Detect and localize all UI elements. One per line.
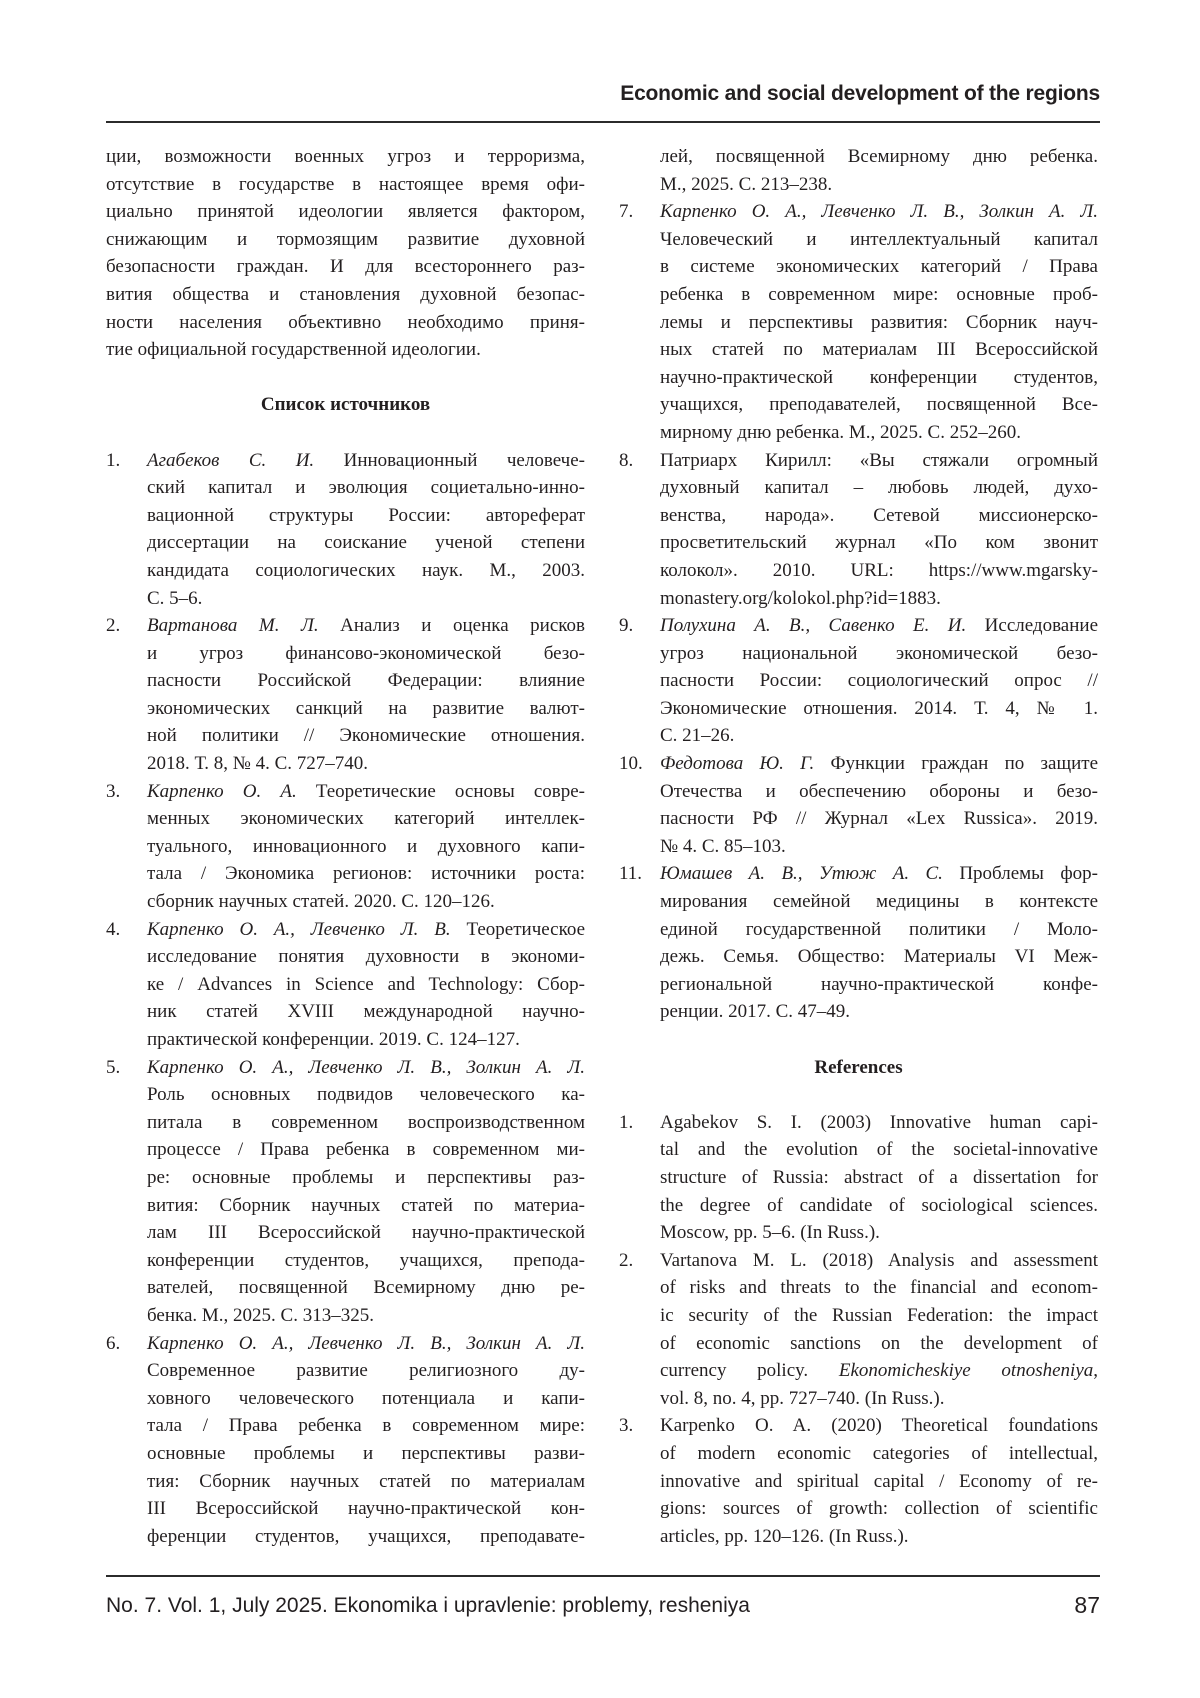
line-text: Экономические отношения. 2014. Т. 4, № 1. xyxy=(660,698,1098,719)
line-text: пасности Российской Федерации: влияние xyxy=(147,670,585,691)
entry-number: 10. xyxy=(619,750,643,778)
text-line xyxy=(660,253,1098,281)
line-text: ференции студентов, учащихся, преподавате- xyxy=(147,1526,585,1547)
reference-entry xyxy=(619,1109,1098,1247)
text-line xyxy=(660,309,1098,337)
line-text: the degree of candidate of sociological sciences. xyxy=(660,1195,1098,1216)
line-text: ренции. 2017. С. 47–49. xyxy=(660,1001,850,1022)
text-line xyxy=(147,1192,585,1220)
text-line xyxy=(147,1468,585,1496)
line-text: учащихся, преподавателей, посвященной Все- xyxy=(660,394,1098,415)
line-text: ции, возможности военных угроз и терроризма, xyxy=(106,146,585,167)
line-text: of economic sanctions on the development of xyxy=(660,1333,1098,1354)
entry-number: 3. xyxy=(619,1412,633,1440)
text-line xyxy=(147,1357,585,1385)
text-line xyxy=(147,722,585,750)
entry-number: 1. xyxy=(106,447,120,475)
line-text: Исследование xyxy=(985,615,1098,636)
text-line xyxy=(660,1136,1098,1164)
text-line xyxy=(660,447,1098,475)
line-text: С. 21–26. xyxy=(660,725,734,746)
text-line xyxy=(106,309,585,337)
line-text: tal and the evolution of the societal-innovative xyxy=(660,1139,1098,1160)
header-rule xyxy=(106,121,1100,123)
text-line xyxy=(147,1385,585,1413)
text-line xyxy=(660,1109,1098,1137)
line-text: колокол». 2010. URL: https://www.mgarsky- xyxy=(660,560,1098,581)
line-text: Современное развитие религиозного ду- xyxy=(147,1360,585,1381)
spacer xyxy=(619,1081,1098,1109)
text-line xyxy=(147,1523,585,1551)
line-text: питала в современном воспроизводственном xyxy=(147,1112,585,1133)
text-line xyxy=(147,860,585,888)
text-line xyxy=(660,805,1098,833)
text-line xyxy=(147,1081,585,1109)
line-text: и угроз финансово-экономической безо- xyxy=(147,643,585,664)
line-text: ic security of the Russian Federation: the impact xyxy=(660,1305,1098,1326)
page-number: 87 xyxy=(1074,1592,1100,1619)
text-line xyxy=(660,1330,1098,1358)
text-line xyxy=(660,640,1098,668)
text-line xyxy=(660,1302,1098,1330)
left-column xyxy=(106,143,585,1550)
text-line xyxy=(147,1412,585,1440)
line-text: венства, народа». Сетевой миссионерско- xyxy=(660,505,1098,526)
text-line xyxy=(660,1192,1098,1220)
text-line xyxy=(660,1412,1098,1440)
entry-number: 5. xyxy=(106,1054,120,1082)
text-line xyxy=(147,1026,585,1054)
sources-heading: Список источников xyxy=(106,391,585,419)
text-line xyxy=(106,336,585,364)
text-line xyxy=(660,281,1098,309)
line-text: вития: Сборник научных статей по материа- xyxy=(147,1195,585,1216)
line-text: ности населения объективно необходимо приня- xyxy=(106,312,585,333)
text-line xyxy=(660,1385,1098,1413)
text-line xyxy=(147,1302,585,1330)
text-line xyxy=(147,447,585,475)
line-text: ховного человеческого потенциала и капи- xyxy=(147,1388,585,1409)
spacer xyxy=(106,419,585,447)
line-text: безопасности граждан. И для всестороннего раз- xyxy=(106,256,585,277)
source-entry xyxy=(619,860,1098,1026)
line-text: пасности России: социологический опрос // xyxy=(660,670,1098,691)
text-line xyxy=(660,695,1098,723)
line-text: Vartanova M. L. (2018) Analysis and assessment xyxy=(660,1250,1098,1271)
text-line xyxy=(660,1274,1098,1302)
text-line xyxy=(147,557,585,585)
line-text: практической конференции. 2019. С. 124–127. xyxy=(147,1029,520,1050)
text-line xyxy=(660,391,1098,419)
line-text: Отечества и обеспечению обороны и безо- xyxy=(660,781,1098,802)
text-line xyxy=(660,1357,1098,1385)
text-line xyxy=(147,612,585,640)
source-entry xyxy=(106,778,585,916)
text-line xyxy=(106,143,585,171)
line-text: туального, инновационного и духовного капи- xyxy=(147,836,585,857)
text-line xyxy=(106,198,585,226)
text-line xyxy=(147,833,585,861)
text-line xyxy=(660,529,1098,557)
source-entry xyxy=(619,750,1098,860)
reference-entry xyxy=(619,1247,1098,1413)
line-text: тия: Сборник научных статей по материалам xyxy=(147,1471,585,1492)
text-line xyxy=(147,1109,585,1137)
line-text: в системе экономических категорий / Права xyxy=(660,256,1098,277)
text-line xyxy=(660,364,1098,392)
line-text: structure of Russia: abstract of a dissertation for xyxy=(660,1167,1098,1188)
line-text: gions: sources of growth: collection of scientific xyxy=(660,1498,1098,1519)
text-line xyxy=(660,750,1098,778)
line-text: vol. 8, no. 4, pp. 727–740. (In Russ.). xyxy=(660,1388,944,1409)
text-line xyxy=(147,667,585,695)
line-text: дежь. Семья. Общество: Материалы VI Меж- xyxy=(660,946,1098,967)
entry-number: 8. xyxy=(619,447,633,475)
footer-citation: No. 7. Vol. 1, July 2025. Ekonomika i upravlenie: problemy, resheniya xyxy=(106,1594,750,1618)
text-segment: currency policy. xyxy=(660,1360,839,1381)
text-line xyxy=(147,971,585,999)
reference-entry xyxy=(619,1412,1098,1550)
entry-number: 11. xyxy=(619,860,642,888)
text-line xyxy=(147,888,585,916)
line-text: конференции студентов, учащихся, препода- xyxy=(147,1250,585,1271)
line-text: просветительский журнал «По ком звонит xyxy=(660,532,1098,553)
spacer xyxy=(106,364,585,392)
text-line xyxy=(660,943,1098,971)
line-text: лемы и перспективы развития: Сборник науч- xyxy=(660,312,1098,333)
line-text: Человеческий и интеллектуальный капитал xyxy=(660,229,1098,250)
entry-number: 2. xyxy=(619,1247,633,1275)
line-text: III Всероссийской научно-практической кон- xyxy=(147,1498,585,1519)
text-line xyxy=(660,226,1098,254)
line-text: циально принятой идеологии является фактором, xyxy=(106,201,585,222)
text-line xyxy=(660,143,1098,171)
line-text: Теоретические основы совре- xyxy=(316,781,585,802)
entry-author: Федотова Ю. Г. xyxy=(660,753,814,774)
text-line xyxy=(147,474,585,502)
line-text: вационной структуры России: автореферат xyxy=(147,505,585,526)
text-line xyxy=(660,667,1098,695)
line-text: Функции граждан по защите xyxy=(831,753,1099,774)
line-text: сборник научных статей. 2020. С. 120–126. xyxy=(147,891,495,912)
text-line xyxy=(660,971,1098,999)
line-text: менных экономических категорий интеллек- xyxy=(147,808,585,829)
line-text: тала / Экономика регионов: источники роста: xyxy=(147,863,585,884)
entry-number: 6. xyxy=(106,1330,120,1358)
line-text: innovative and spiritual capital / Economy of re- xyxy=(660,1471,1098,1492)
text-line xyxy=(660,419,1098,447)
text-line xyxy=(660,888,1098,916)
text-line xyxy=(147,998,585,1026)
line-text: тие официальной государственной идеологии. xyxy=(106,339,481,360)
text-line xyxy=(660,1440,1098,1468)
text-line xyxy=(660,1164,1098,1192)
line-text: вития общества и становления духовной безопас- xyxy=(106,284,585,305)
entry-number: 3. xyxy=(106,778,120,806)
line-text: ский капитал и эволюция социетально-инно- xyxy=(147,477,585,498)
line-text: единой государственной политики / Моло- xyxy=(660,919,1098,940)
text-line xyxy=(106,171,585,199)
line-text: Инновационный человече- xyxy=(344,450,585,471)
text-line xyxy=(660,1495,1098,1523)
text-line xyxy=(660,1523,1098,1551)
text-line xyxy=(147,529,585,557)
spacer xyxy=(619,1026,1098,1054)
text-line xyxy=(660,336,1098,364)
line-text: ре: основные проблемы и перспективы раз- xyxy=(147,1167,585,1188)
line-text: of modern economic categories of intellectual, xyxy=(660,1443,1098,1464)
text-line xyxy=(147,695,585,723)
text-segment: Ekonomicheskiye otnosheniya xyxy=(839,1360,1093,1381)
line-text: monastery.org/kolokol.php?id=1883. xyxy=(660,588,941,609)
line-text: основные проблемы и перспективы разви- xyxy=(147,1443,585,1464)
right-column xyxy=(619,143,1098,1550)
text-line xyxy=(147,1495,585,1523)
entry-number: 1. xyxy=(619,1109,633,1137)
line-text: региональной научно-практической конфе- xyxy=(660,974,1098,995)
line-text: Moscow, pp. 5–6. (In Russ.). xyxy=(660,1222,880,1243)
text-line xyxy=(660,585,1098,613)
line-text: ребенка в современном мире: основные проб- xyxy=(660,284,1098,305)
line-text: вателей, посвященной Всемирному дню ре- xyxy=(147,1277,585,1298)
entry-number: 7. xyxy=(619,198,633,226)
text-line xyxy=(147,778,585,806)
text-line xyxy=(147,1219,585,1247)
references-heading: References xyxy=(619,1054,1098,1082)
entry-number: 4. xyxy=(106,916,120,944)
line-text: бенка. М., 2025. С. 313–325. xyxy=(147,1305,374,1326)
text-line xyxy=(147,1440,585,1468)
line-text: Роль основных подвидов человеческого ка- xyxy=(147,1084,585,1105)
text-line xyxy=(106,281,585,309)
text-line xyxy=(660,502,1098,530)
line-text: articles, pp. 120–126. (In Russ.). xyxy=(660,1526,909,1547)
line-text: экономических санкций на развитие валют- xyxy=(147,698,585,719)
source-entry xyxy=(106,612,585,778)
entry-author: Юмашев А. В., Утюж А. С. xyxy=(660,863,943,884)
source-entry xyxy=(619,612,1098,750)
line-text: мирования семейной медицины в контексте xyxy=(660,891,1098,912)
text-line xyxy=(660,860,1098,888)
entry-author: Карпенко О. А., Левченко Л. В., Золкин А. Л. xyxy=(147,1333,585,1354)
line-text: ных статей по материалам III Всероссийской xyxy=(660,339,1098,360)
text-line xyxy=(147,1330,585,1358)
line-text: диссертации на соискание ученой степени xyxy=(147,532,585,553)
text-line xyxy=(147,640,585,668)
entry-author: Полухина А. В., Савенко Е. И. xyxy=(660,615,966,636)
text-line xyxy=(147,750,585,778)
line-text: мирному дню ребенка. М., 2025. С. 252–260. xyxy=(660,422,1021,443)
line-text: Agabekov S. I. (2003) Innovative human capi- xyxy=(660,1112,1098,1133)
line-text: отсутствие в государстве в настоящее время офи- xyxy=(106,174,585,195)
entry-number: 9. xyxy=(619,612,633,640)
text-line xyxy=(660,474,1098,502)
line-text: Патриарх Кирилл: «Вы стяжали огромный xyxy=(660,450,1098,471)
line-text: исследование понятия духовности в экономи- xyxy=(147,946,585,967)
text-line xyxy=(147,585,585,613)
text-line xyxy=(660,1219,1098,1247)
line-text: кандидата социологических наук. М., 2003. xyxy=(147,560,585,581)
source-entry xyxy=(619,447,1098,613)
source-entry xyxy=(106,1330,585,1551)
text-line xyxy=(147,1136,585,1164)
text-line xyxy=(660,171,1098,199)
line-text: пасности РФ // Журнал «Lex Russica». 2019. xyxy=(660,808,1098,829)
text-line xyxy=(147,502,585,530)
text-line xyxy=(106,253,585,281)
text-line xyxy=(147,1054,585,1082)
line-text: лам III Всероссийской научно-практической xyxy=(147,1222,585,1243)
entry-number: 2. xyxy=(106,612,120,640)
line-text: 2018. Т. 8, № 4. С. 727–740. xyxy=(147,753,368,774)
line-text: М., 2025. С. 213–238. xyxy=(660,174,832,195)
text-line xyxy=(147,916,585,944)
entry-author: Карпенко О. А., Левченко Л. В., Золкин А. Л. xyxy=(660,201,1098,222)
text-line xyxy=(660,198,1098,226)
text-segment: , xyxy=(1093,1360,1098,1381)
line-text: лей, посвященной Всемирному дню ребенка. xyxy=(660,146,1098,167)
text-line xyxy=(147,1164,585,1192)
line-text: of risks and threats to the financial and econom- xyxy=(660,1277,1098,1298)
text-line xyxy=(660,1247,1098,1275)
line-text: тала / Права ребенка в современном мире: xyxy=(147,1415,585,1436)
text-line xyxy=(660,916,1098,944)
line-text: № 4. С. 85–103. xyxy=(660,836,786,857)
text-line xyxy=(147,1247,585,1275)
entry-author: Карпенко О. А., Левченко Л. В., Золкин А. Л. xyxy=(147,1057,585,1078)
text-line xyxy=(147,805,585,833)
entry-author: Карпенко О. А. xyxy=(147,781,297,802)
line-text: Karpenko O. A. (2020) Theoretical foundations xyxy=(660,1415,1098,1436)
line-text: духовный капитал – любовь людей, духо- xyxy=(660,477,1098,498)
line-text: ной политики // Экономические отношения. xyxy=(147,725,585,746)
text-line xyxy=(660,778,1098,806)
running-header: Economic and social development of the regions xyxy=(620,82,1100,106)
text-line xyxy=(660,612,1098,640)
line-text: Теоретическое xyxy=(466,919,585,940)
text-line xyxy=(660,722,1098,750)
line-text: Анализ и оценка рисков xyxy=(340,615,585,636)
text-line xyxy=(660,998,1098,1026)
text-line xyxy=(660,557,1098,585)
source-entry xyxy=(619,198,1098,446)
text-line xyxy=(147,943,585,971)
footer-rule xyxy=(106,1575,1100,1577)
source-entry xyxy=(106,916,585,1054)
source-entry xyxy=(106,1054,585,1330)
entry-author: Вартанова М. Л. xyxy=(147,615,319,636)
line-text: научно-практической конференции студентов, xyxy=(660,367,1098,388)
text-line xyxy=(660,833,1098,861)
line-text: ник статей XVIII международной научно- xyxy=(147,1001,585,1022)
line-text: ке / Advances in Science and Technology: Сбор- xyxy=(147,974,585,995)
text-line xyxy=(106,226,585,254)
text-line xyxy=(660,1468,1098,1496)
entry-author: Агабеков С. И. xyxy=(147,450,314,471)
line-text: Проблемы фор- xyxy=(959,863,1098,884)
source-entry-continued xyxy=(619,143,1098,198)
entry-author: Карпенко О. А., Левченко Л. В. xyxy=(147,919,451,940)
source-entry xyxy=(106,447,585,613)
line-text: угроз национальной экономической безо- xyxy=(660,643,1098,664)
line-text: снижающим и тормозящим развитие духовной xyxy=(106,229,585,250)
line-text: С. 5–6. xyxy=(147,588,202,609)
line-text: процессе / Права ребенка в современном ми- xyxy=(147,1139,585,1160)
text-line xyxy=(147,1274,585,1302)
